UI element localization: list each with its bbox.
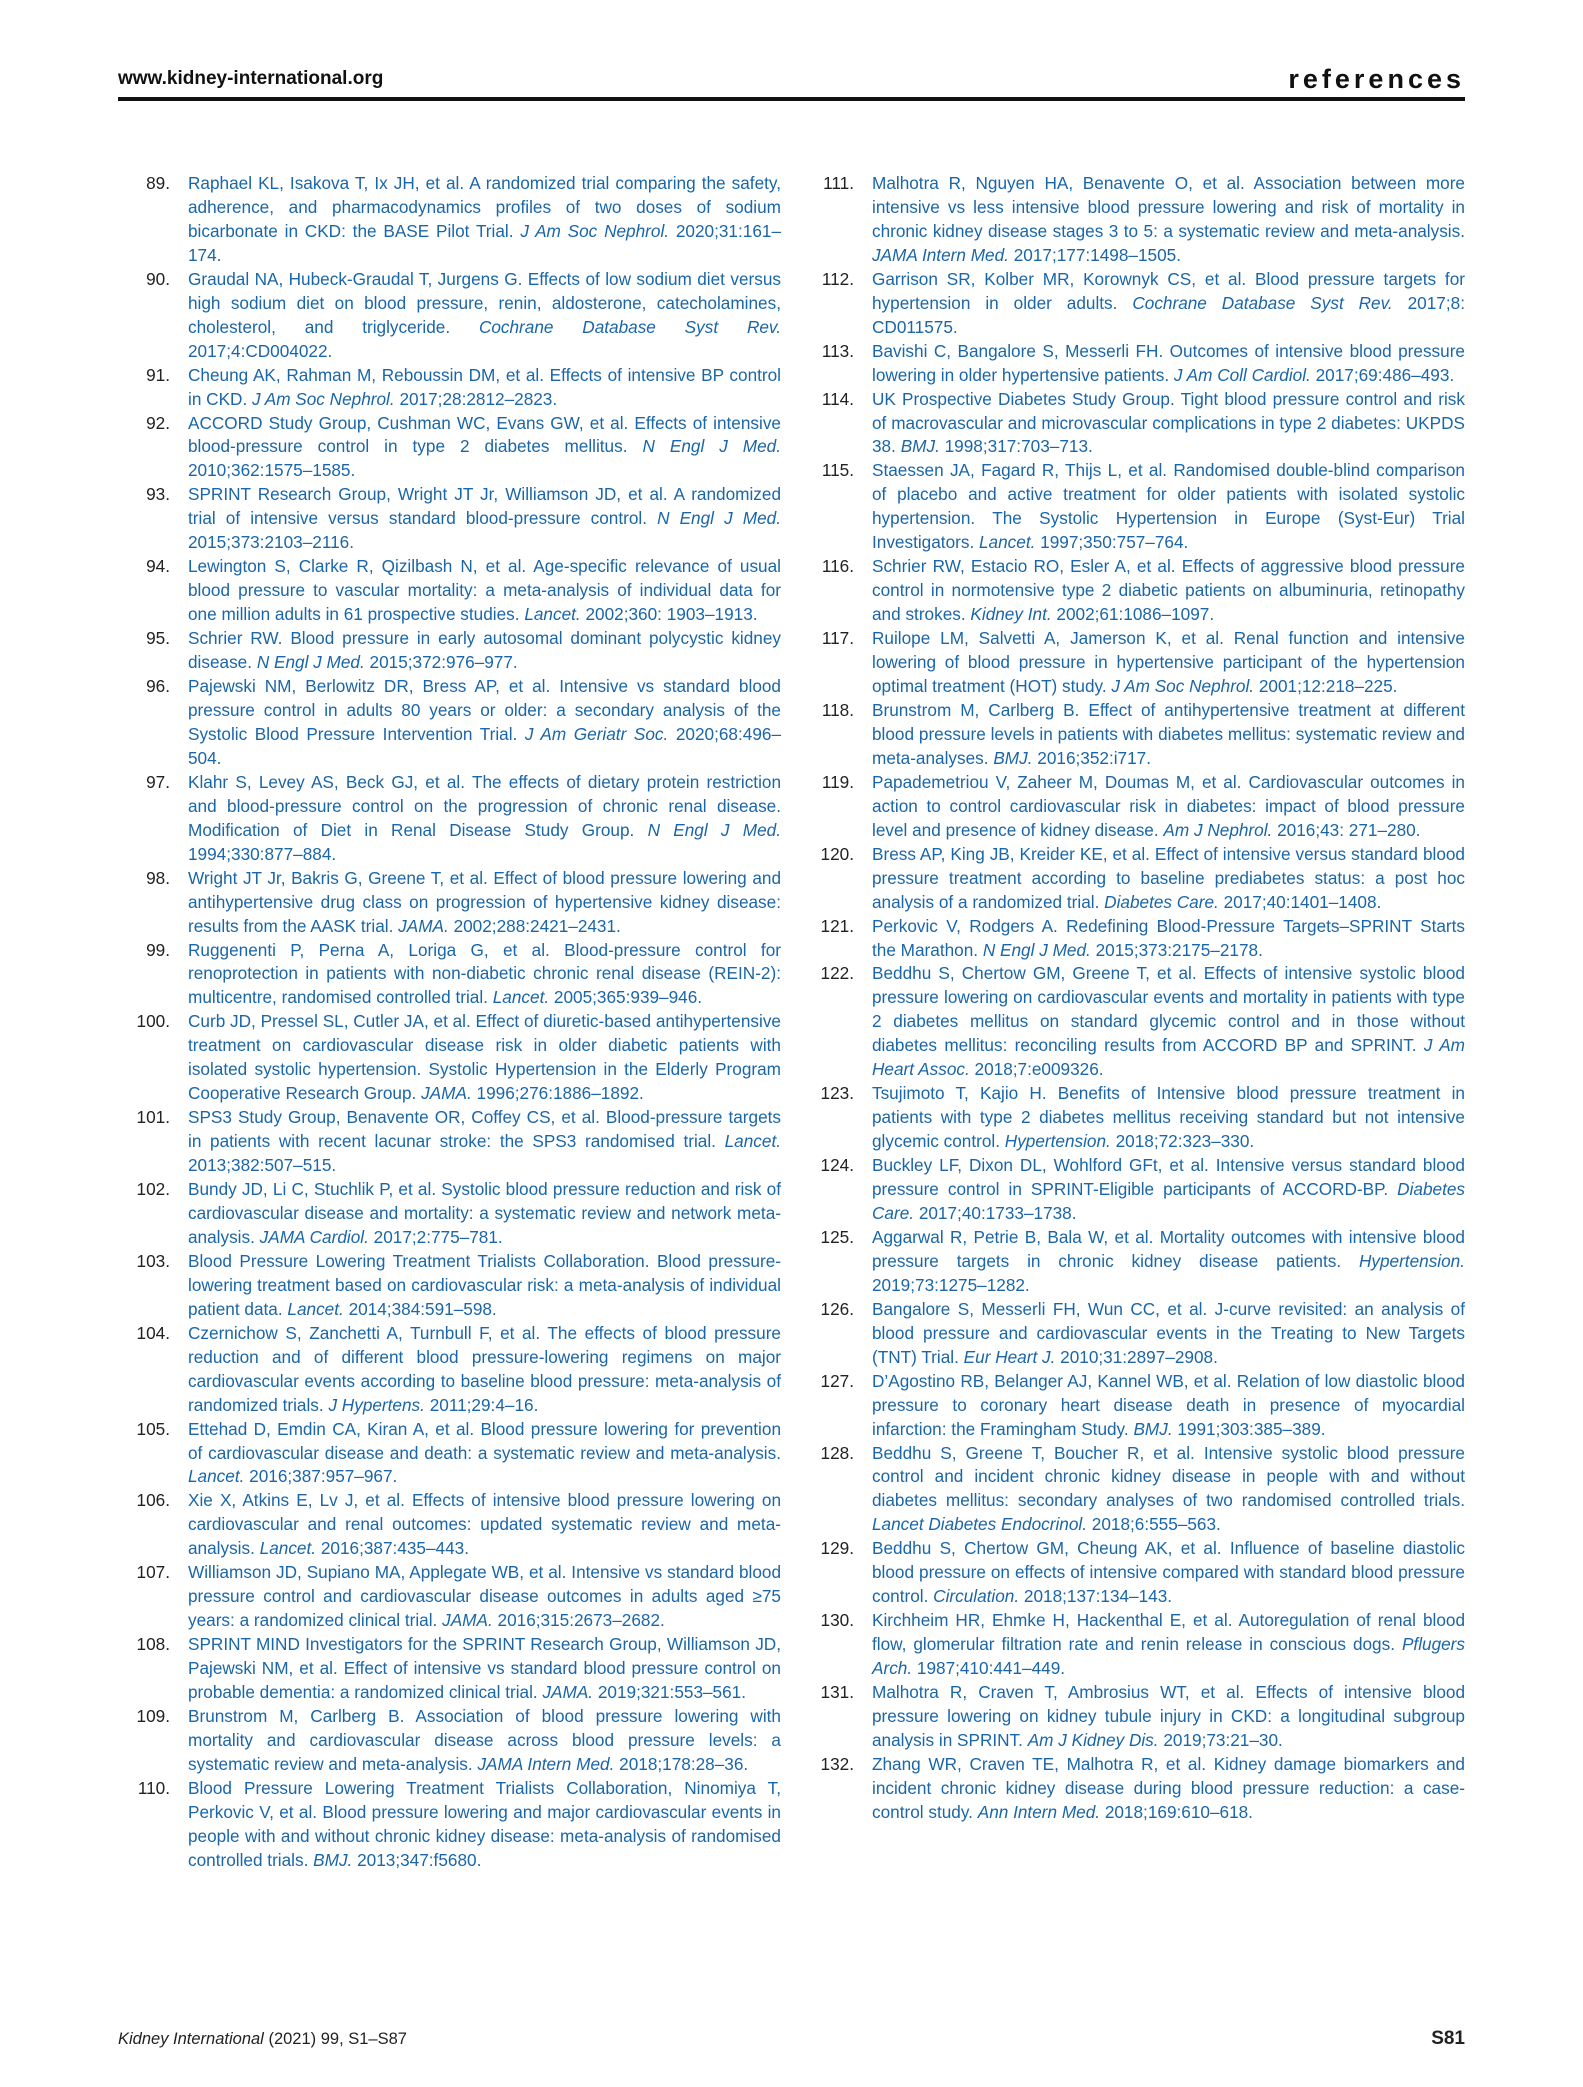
reference-link[interactable]: [872, 459, 1465, 555]
reference-journal: Lancet.: [524, 604, 581, 625]
reference-citation: Pajewski NM, Berlowitz DR, Bress AP, et al. Intensive vs standard blood pressure control in adults 80 years or older: a secondary analysis of the Systolic Blood Pressure Intervention Trial.: [188, 676, 781, 744]
reference-link[interactable]: [188, 364, 781, 412]
reference-citation: Czernichow S, Zanchetti A, Turnbull F, et al. The effects of blood pressure reduction and of different blood pressure-lowering regimens on major cardiovascular events according to baseline blood pressure: meta-analysis of randomized trials.: [188, 1322, 781, 1415]
reference-citation: Schrier RW. Blood pressure in early autosomal dominant polycystic kidney disease.: [188, 628, 781, 673]
reference-item: [118, 771, 781, 867]
reference-volume: 2019;73:1275–1282.: [872, 1274, 1030, 1295]
reference-citation: Curb JD, Pressel SL, Cutler JA, et al. Effect of diuretic-based antihypertensive treatment on cardiovascular disease risk in older diabetic patients with isolated systolic hypertension. Systolic Hypertension in the Elderly Program Cooperative Research Group.: [188, 1011, 781, 1104]
reference-citation: SPRINT MIND Investigators for the SPRINT Research Group, Williamson JD, Pajewski NM, et al. Effect of intensive vs standard blood pressure control on probable dementia: a randomized clinical trial.: [188, 1634, 781, 1703]
reference-link[interactable]: [872, 915, 1465, 963]
reference-journal: J Am Soc Nephrol.: [1111, 676, 1255, 697]
reference-journal: JAMA Cardiol.: [259, 1226, 369, 1247]
reference-journal: JAMA.: [421, 1083, 472, 1104]
reference-link[interactable]: [188, 1250, 781, 1322]
reference-journal: BMJ.: [313, 1849, 353, 1870]
reference-journal: Cochrane Database Syst Rev.: [1132, 292, 1393, 313]
reference-number: 106.: [136, 1490, 170, 1511]
reference-link[interactable]: [188, 172, 781, 268]
reference-number: 123.: [820, 1083, 854, 1104]
reference-item: [118, 1777, 781, 1873]
reference-journal: JAMA.: [442, 1610, 493, 1631]
reference-number: 108.: [136, 1634, 170, 1655]
reference-number: 103.: [136, 1250, 170, 1271]
reference-volume: 1987;410:441–449.: [916, 1658, 1066, 1679]
reference-item: [802, 1370, 1465, 1442]
reference-item: [118, 483, 781, 555]
reference-item: [118, 1250, 781, 1322]
reference-journal: Lancet.: [979, 532, 1036, 553]
journal-website-link[interactable]: www.kidney-international.org: [118, 68, 384, 89]
reference-citation: Kirchheim HR, Ehmke H, Hackenthal E, et al. Autoregulation of renal blood flow, glomerular filtration rate and renin release in conscious dogs.: [872, 1610, 1465, 1655]
reference-citation: Beddhu S, Greene T, Boucher R, et al. Intensive systolic blood pressure control and incident chronic kidney disease in people with and without diabetes mellitus: secondary analyses of two randomised controlled trials.: [872, 1442, 1465, 1511]
reference-citation: Raphael KL, Isakova T, Ix JH, et al. A randomized trial comparing the safety, adherence, and pharmacodynamics profiles of two doses of sodium bicarbonate in CKD: the BASE Pilot Trial.: [188, 173, 781, 241]
reference-number: 98.: [146, 867, 170, 888]
reference-link[interactable]: [188, 1106, 781, 1178]
reference-citation: Cheung AK, Rahman M, Reboussin DM, et al. Effects of intensive BP control in CKD.: [188, 364, 781, 409]
reference-link[interactable]: [188, 627, 781, 675]
reference-column-right: [802, 172, 1465, 1825]
reference-item: [118, 1705, 781, 1777]
reference-link[interactable]: [188, 771, 781, 867]
reference-item: [802, 340, 1465, 388]
reference-volume: 2002;61:1086–1097.: [1056, 604, 1215, 625]
reference-journal: N Engl J Med.: [647, 819, 781, 840]
page-header: [118, 64, 1465, 100]
reference-link[interactable]: [872, 962, 1465, 1082]
reference-link[interactable]: [872, 1537, 1465, 1609]
reference-citation: Buckley LF, Dixon DL, Wohlford GFt, et al. Intensive versus standard blood pressure control in SPRINT-Eligible participants of ACCORD-BP.: [872, 1155, 1465, 1200]
reference-journal: J Am Heart Assoc.: [872, 1035, 1465, 1080]
reference-number: 132.: [820, 1753, 854, 1774]
reference-citation: Garrison SR, Kolber MR, Korownyk CS, et al. Blood pressure targets for hypertension in older adults.: [872, 268, 1465, 313]
reference-journal: J Am Coll Cardiol.: [1173, 364, 1311, 385]
reference-citation: Bress AP, King JB, Kreider KE, et al. Effect of intensive versus standard blood pressure treatment according to baseline prediabetes status: a post hoc analysis of a randomized trial.: [872, 843, 1465, 912]
reference-number: 130.: [820, 1610, 854, 1631]
reference-citation: Blood Pressure Lowering Treatment Trialists Collaboration, Ninomiya T, Perkovic V, et al. Blood pressure lowering and major cardiovascular events in people with and without chronic kidney disease: meta-analysis of randomised controlled trials.: [188, 1777, 781, 1870]
reference-number: 96.: [146, 676, 170, 697]
reference-item: [802, 1681, 1465, 1753]
reference-column-left: [118, 172, 781, 1873]
reference-volume: 2016;315:2673–2682.: [497, 1610, 665, 1631]
reference-link[interactable]: [188, 412, 781, 484]
reference-link[interactable]: [872, 699, 1465, 771]
reference-volume: 2018;7:e009326.: [974, 1059, 1104, 1080]
reference-journal: N Engl J Med.: [657, 508, 781, 529]
reference-number: 124.: [820, 1155, 854, 1176]
reference-journal: Hypertension.: [1358, 1250, 1465, 1271]
reference-number: 97.: [146, 771, 170, 792]
reference-journal: Lancet.: [492, 987, 550, 1008]
reference-item: [802, 1753, 1465, 1825]
reference-item: [802, 268, 1465, 340]
section-title: references: [1288, 64, 1465, 94]
reference-number: 131.: [820, 1682, 854, 1703]
reference-volume: 2002;288:2421–2431.: [453, 915, 621, 936]
reference-journal: JAMA Intern Med.: [477, 1753, 615, 1774]
reference-number: 120.: [820, 843, 854, 864]
page-footer: [118, 2030, 1465, 2056]
reference-volume: 1994;330:877–884.: [188, 843, 337, 864]
reference-citation: Beddhu S, Chertow GM, Cheung AK, et al. Influence of baseline diastolic blood pressure on effects of intensive compared with standard blood pressure control.: [872, 1538, 1465, 1607]
reference-citation: Klahr S, Levey AS, Beck GJ, et al. The effects of dietary protein restriction and blood-pressure control on the progression of chronic renal disease. Modification of Diet in Renal Disease Study Group.: [188, 771, 781, 840]
reference-journal: N Engl J Med.: [982, 939, 1091, 960]
reference-citation: Lewington S, Clarke R, Qizilbash N, et al. Age-specific relevance of usual blood pressure to vascular mortality: a meta-analysis of individual data for one million adults in 61 prospective studies.: [188, 556, 781, 625]
reference-link[interactable]: [872, 1082, 1465, 1154]
reference-citation: Bangalore S, Messerli FH, Wun CC, et al. J-curve revisited: an analysis of blood pressure and cardiovascular events in the Treating to New Targets (TNT) Trial.: [872, 1298, 1465, 1367]
reference-citation: Beddhu S, Chertow GM, Greene T, et al. Effects of intensive systolic blood pressure lowering on cardiovascular events and mortality in patients with type 2 diabetes mellitus on standard glycemic control and in those without diabetes mellitus: reconciling results from ACCORD BP and SPRINT.: [872, 963, 1465, 1056]
reference-number: 114.: [821, 388, 854, 409]
reference-citation: Williamson JD, Supiano MA, Applegate WB, et al. Intensive vs standard blood pressure control and cardiovascular disease outcomes in adults aged ≥75 years: a randomized clinical trial.: [188, 1562, 781, 1631]
reference-volume: 2018;6:555–563.: [1091, 1514, 1221, 1535]
reference-volume: 2016;43: 271–280.: [1277, 819, 1421, 840]
reference-volume: 2017;8: CD011575.: [872, 292, 1465, 337]
reference-citation: Graudal NA, Hubeck-Graudal T, Jurgens G. Effects of low sodium diet versus high sodium diet on blood pressure, renin, aldosterone, catecholamines, cholesterol, and triglyceride.: [188, 268, 781, 337]
reference-number: 125.: [820, 1226, 854, 1247]
reference-citation: ACCORD Study Group, Cushman WC, Evans GW, et al. Effects of intensive blood-pressure control in type 2 diabetes mellitus.: [188, 412, 781, 457]
reference-number: 95.: [146, 628, 170, 649]
reference-item: [802, 1154, 1465, 1226]
reference-item: [118, 1178, 781, 1250]
reference-volume: 2017;40:1733–1738.: [918, 1202, 1077, 1223]
reference-link[interactable]: [188, 867, 781, 939]
reference-item: [802, 459, 1465, 555]
reference-link[interactable]: [872, 771, 1465, 843]
reference-item: [118, 268, 781, 364]
reference-item: [802, 962, 1465, 1082]
reference-journal: Lancet Diabetes Endocrinol.: [872, 1514, 1087, 1535]
reference-journal: Kidney Int.: [970, 604, 1052, 625]
reference-number: 113.: [821, 340, 854, 361]
reference-link[interactable]: [872, 1298, 1465, 1370]
reference-journal: J Hypertens.: [328, 1394, 425, 1415]
reference-link[interactable]: [872, 555, 1465, 627]
reference-item: [118, 1322, 781, 1418]
reference-item: [118, 1561, 781, 1633]
reference-citation: SPS3 Study Group, Benavente OR, Coffey CS, et al. Blood-pressure targets in patients with recent lacunar stroke: the SPS3 randomised trial.: [188, 1107, 781, 1152]
reference-item: [802, 843, 1465, 915]
reference-journal: N Engl J Med.: [256, 652, 365, 673]
reference-volume: 1996;276:1886–1892.: [476, 1083, 644, 1104]
reference-citation: Papademetriou V, Zaheer M, Doumas M, et al. Cardiovascular outcomes in action to control cardiovascular risk in diabetes: impact of blood pressure level and presence of kidney disease.: [872, 771, 1465, 840]
reference-number: 128.: [820, 1442, 854, 1463]
reference-number: 99.: [146, 939, 170, 960]
reference-item: [118, 412, 781, 484]
reference-number: 115.: [821, 460, 854, 481]
reference-item: [118, 1633, 781, 1705]
reference-link[interactable]: [872, 627, 1465, 699]
reference-volume: 2001;12:218–225.: [1258, 676, 1398, 697]
reference-volume: 2013;382:507–515.: [188, 1155, 337, 1176]
reference-number: 105.: [136, 1418, 170, 1439]
reference-journal: Lancet.: [287, 1298, 344, 1319]
reference-journal: Circulation.: [933, 1586, 1020, 1607]
reference-item: [802, 1537, 1465, 1609]
reference-citation: Wright JT Jr, Bakris G, Greene T, et al. Effect of blood pressure lowering and antihypertensive drug class on progression of hypertensive kidney disease: results from the AASK trial.: [188, 867, 781, 936]
reference-citation: Ruilope LM, Salvetti A, Jamerson K, et al. Renal function and intensive lowering of blood pressure in hypertensive participant of the hypertension optimal treatment (HOT) study.: [872, 628, 1465, 697]
reference-citation: Bavishi C, Bangalore S, Messerli FH. Outcomes of intensive blood pressure lowering in older hypertensive patients.: [872, 340, 1465, 385]
reference-item: [802, 1442, 1465, 1538]
reference-journal: JAMA.: [542, 1682, 594, 1703]
reference-link[interactable]: [872, 172, 1465, 268]
reference-link[interactable]: [188, 1705, 781, 1777]
reference-number: 92.: [146, 412, 170, 433]
reference-number: 127.: [820, 1370, 854, 1391]
reference-link[interactable]: [188, 1633, 781, 1705]
reference-item: [802, 388, 1465, 460]
reference-number: 91.: [146, 364, 170, 385]
reference-citation: Malhotra R, Craven T, Ambrosius WT, et al. Effects of intensive blood pressure lowering on kidney tubule injury in CKD: a longitudinal subgroup analysis in SPRINT.: [872, 1682, 1465, 1750]
reference-link[interactable]: [872, 843, 1465, 915]
reference-citation: Zhang WR, Craven TE, Malhotra R, et al. Kidney damage biomarkers and incident chronic kidney disease during blood pressure reduction: a case-control study.: [872, 1753, 1465, 1822]
reference-volume: 2018;169:610–618.: [1104, 1801, 1253, 1822]
reference-link[interactable]: [188, 675, 781, 771]
reference-citation: Staessen JA, Fagard R, Thijs L, et al. Randomised double-blind comparison of placebo and active treatment for older patients with isolated systolic hypertension. The Systolic Hypertension in Europe (Syst-Eur) Trial Investigators.: [872, 460, 1465, 553]
reference-journal: JAMA.: [398, 915, 449, 936]
reference-volume: 2019;73:21–30.: [1163, 1729, 1283, 1750]
reference-number: 122.: [820, 963, 854, 984]
reference-link[interactable]: [188, 1322, 781, 1418]
reference-journal: Cochrane Database Syst Rev.: [478, 316, 782, 337]
reference-item: [802, 699, 1465, 771]
reference-citation: D’Agostino RB, Belanger AJ, Kannel WB, et al. Relation of low diastolic blood pressure to coronary heart disease death in presence of myocardial infarction: the Framingham Study.: [872, 1370, 1465, 1439]
reference-journal: Am J Nephrol.: [1163, 819, 1273, 840]
reference-item: [802, 1226, 1465, 1298]
reference-link[interactable]: [188, 1489, 781, 1561]
reference-item: [802, 1298, 1465, 1370]
reference-link[interactable]: [872, 268, 1465, 340]
reference-volume: 1997;350:757–764.: [1040, 532, 1189, 553]
reference-volume: 2010;31:2897–2908.: [1060, 1346, 1218, 1367]
reference-volume: 2017;69:486–493.: [1315, 364, 1455, 385]
reference-item: [118, 939, 781, 1011]
reference-volume: 2019;321:553–561.: [597, 1682, 747, 1703]
reference-journal: Pflugers Arch.: [872, 1634, 1466, 1679]
reference-citation: UK Prospective Diabetes Study Group. Tight blood pressure control and risk of macrovascular and microvascular complications in type 2 diabetes: UKPDS 38.: [872, 388, 1465, 457]
reference-number: 109.: [136, 1706, 170, 1726]
reference-volume: 2014;384:591–598.: [348, 1298, 497, 1319]
reference-number: 93.: [146, 484, 170, 505]
reference-number: 110.: [137, 1777, 170, 1798]
reference-link[interactable]: [188, 1418, 781, 1490]
reference-link[interactable]: [872, 1370, 1465, 1442]
reference-citation: Brunstrom M, Carlberg B. Association of blood pressure lowering with mortality and cardiovascular disease across blood pressure levels: a systematic review and meta-analysis.: [188, 1706, 781, 1774]
reference-volume: 2016;387:957–967.: [249, 1466, 398, 1487]
reference-item: [802, 771, 1465, 843]
reference-number: 100.: [136, 1011, 170, 1032]
reference-link[interactable]: [872, 340, 1465, 388]
reference-link[interactable]: [188, 1777, 781, 1873]
footer-journal: Kidney International: [118, 2030, 264, 2048]
reference-journal: N Engl J Med.: [642, 436, 782, 457]
reference-link[interactable]: [872, 1226, 1465, 1298]
reference-citation: Perkovic V, Rodgers A. Redefining Blood-Pressure Targets–SPRINT Starts the Marathon.: [872, 915, 1465, 960]
reference-volume: 2005;365:939–946.: [553, 987, 703, 1008]
reference-item: [118, 555, 781, 627]
reference-volume: 2011;29:4–16.: [429, 1394, 539, 1415]
page-number: S81: [1431, 2028, 1465, 2049]
reference-number: 90.: [146, 268, 170, 289]
reference-item: [118, 675, 781, 771]
reference-journal: Lancet.: [188, 1466, 245, 1487]
reference-link[interactable]: [188, 1561, 781, 1633]
reference-number: 116.: [821, 556, 854, 577]
reference-number: 129.: [820, 1538, 854, 1559]
reference-item: [118, 627, 781, 675]
reference-link[interactable]: [872, 1442, 1465, 1538]
reference-item: [802, 627, 1465, 699]
reference-journal: J Am Geriatr Soc.: [524, 723, 669, 744]
reference-link[interactable]: [872, 388, 1465, 460]
reference-link[interactable]: [188, 555, 781, 627]
footer-citation: [118, 2030, 407, 2049]
reference-citation: Ettehad D, Emdin CA, Kiran A, et al. Blood pressure lowering for prevention of cardiovascular disease and death: a systematic review and meta-analysis.: [188, 1418, 781, 1463]
reference-item: [118, 1106, 781, 1178]
reference-volume: 2010;362:1575–1585.: [188, 460, 356, 481]
reference-journal: Diabetes Care.: [1104, 891, 1219, 912]
reference-citation: Bundy JD, Li C, Stuchlik P, et al. Systolic blood pressure reduction and risk of cardiovascular disease and mortality: a systematic review and network meta-analysis.: [188, 1179, 781, 1247]
reference-link[interactable]: [188, 483, 781, 555]
reference-number: 119.: [821, 771, 854, 792]
reference-number: 117.: [821, 628, 854, 649]
reference-volume: 2016;387:435–443.: [320, 1538, 469, 1559]
reference-journal: BMJ.: [1133, 1418, 1173, 1439]
reference-item: [802, 172, 1465, 268]
reference-link[interactable]: [872, 1681, 1465, 1753]
reference-number: 107.: [136, 1562, 170, 1583]
reference-journal: Ann Intern Med.: [977, 1801, 1101, 1822]
reference-number: 101.: [136, 1107, 170, 1128]
reference-journal: Diabetes Care.: [872, 1179, 1466, 1223]
reference-number: 112.: [821, 268, 854, 289]
reference-journal: BMJ.: [993, 747, 1033, 768]
reference-item: [802, 1082, 1465, 1154]
reference-citation: Ruggenenti P, Perna A, Loriga G, et al. Blood-pressure control for renoprotection in patients with non-diabetic chronic renal disease (REIN-2): multicentre, randomised controlled trial.: [188, 939, 781, 1008]
reference-link[interactable]: [188, 1010, 781, 1106]
reference-volume: 2016;352:i717.: [1037, 747, 1151, 768]
reference-link[interactable]: [188, 268, 781, 364]
reference-citation: Schrier RW, Estacio RO, Esler A, et al. Effects of aggressive blood pressure control in normotensive type 2 diabetic patients on albuminuria, retinopathy and strokes.: [872, 556, 1465, 625]
reference-citation: Blood Pressure Lowering Treatment Trialists Collaboration. Blood pressure-lowering treatment based on cardiovascular risk: a meta-analysis of individual patient data.: [188, 1250, 781, 1319]
reference-journal: Lancet.: [724, 1131, 781, 1152]
reference-item: [118, 867, 781, 939]
reference-item: [118, 364, 781, 412]
reference-link[interactable]: [872, 1154, 1465, 1226]
header-rule: [118, 97, 1465, 101]
reference-item: [118, 172, 781, 268]
reference-journal: J Am Soc Nephrol.: [520, 220, 670, 241]
reference-link[interactable]: [188, 1178, 781, 1250]
reference-journal: BMJ.: [900, 436, 940, 457]
reference-citation: Malhotra R, Nguyen HA, Benavente O, et al. Association between more intensive vs less intensive blood pressure lowering and risk of mortality in chronic kidney disease stages 3 to 5: a systematic review and meta-analysis.: [872, 173, 1465, 241]
reference-volume: 2017;40:1401–1408.: [1223, 891, 1382, 912]
reference-volume: 2017;2:775–781.: [373, 1226, 503, 1247]
reference-number: 111.: [823, 173, 854, 193]
reference-journal: Hypertension.: [1004, 1131, 1111, 1152]
reference-citation: Tsujimoto T, Kajio H. Benefits of Intensive blood pressure treatment in patients with type 2 diabetes mellitus receiving standard but not intensive glycemic control.: [872, 1083, 1465, 1152]
reference-item: [118, 1489, 781, 1561]
reference-volume: 2018;178:28–36.: [619, 1753, 749, 1774]
reference-link[interactable]: [872, 1609, 1465, 1681]
reference-citation: Brunstrom M, Carlberg B. Effect of antihypertensive treatment at different blood pressure levels in patients with diabetes mellitus: systematic review and meta-analyses.: [872, 699, 1465, 768]
reference-journal: Eur Heart J.: [963, 1346, 1056, 1367]
footer-volume: (2021) 99, S1–S87: [268, 2030, 407, 2048]
reference-volume: 2020;68:496–504.: [188, 723, 781, 768]
reference-volume: 1991;303:385–389.: [1177, 1418, 1326, 1439]
reference-volume: 2020;31:161–174.: [188, 220, 781, 265]
reference-number: 102.: [136, 1179, 170, 1200]
reference-number: 94.: [146, 556, 170, 577]
reference-volume: 2002;360: 1903–1913.: [585, 604, 758, 625]
reference-number: 121.: [820, 915, 854, 936]
reference-volume: 2015;372:976–977.: [369, 652, 518, 673]
reference-volume: 2015;373:2175–2178.: [1095, 939, 1263, 960]
reference-item: [118, 1418, 781, 1490]
reference-journal: J Am Soc Nephrol.: [252, 388, 395, 409]
reference-citation: Aggarwal R, Petrie B, Bala W, et al. Mortality outcomes with intensive blood pressure targets in chronic kidney disease patients.: [872, 1226, 1465, 1271]
reference-journal: JAMA Intern Med.: [872, 244, 1009, 265]
reference-volume: 2018;137:134–143.: [1023, 1586, 1173, 1607]
reference-volume: 2017;28:2812–2823.: [399, 388, 558, 409]
reference-item: [802, 915, 1465, 963]
reference-number: 104.: [136, 1322, 170, 1343]
reference-volume: 2013;347:f5680.: [357, 1849, 482, 1870]
reference-volume: 2015;373:2103–2116.: [188, 532, 354, 553]
reference-volume: 1998;317:703–713.: [944, 436, 1093, 457]
reference-volume: 2018;72:323–330.: [1115, 1131, 1255, 1152]
reference-item: [802, 1609, 1465, 1681]
reference-item: [802, 555, 1465, 627]
reference-citation: Xie X, Atkins E, Lv J, et al. Effects of intensive blood pressure lowering on cardiovascular and renal outcomes: updated systematic review and meta-analysis.: [188, 1490, 781, 1559]
reference-citation: SPRINT Research Group, Wright JT Jr, Williamson JD, et al. A randomized trial of intensive versus standard blood-pressure control.: [188, 484, 781, 529]
reference-journal: Am J Kidney Dis.: [1027, 1729, 1159, 1750]
reference-number: 126.: [820, 1298, 854, 1319]
reference-number: 89.: [146, 173, 170, 193]
reference-link[interactable]: [188, 939, 781, 1011]
reference-item: [118, 1010, 781, 1106]
reference-volume: 2017;177:1498–1505.: [1013, 244, 1181, 265]
reference-journal: Lancet.: [259, 1538, 317, 1559]
reference-number: 118.: [821, 699, 854, 720]
reference-volume: 2017;4:CD004022.: [188, 340, 333, 361]
reference-link[interactable]: [872, 1753, 1465, 1825]
